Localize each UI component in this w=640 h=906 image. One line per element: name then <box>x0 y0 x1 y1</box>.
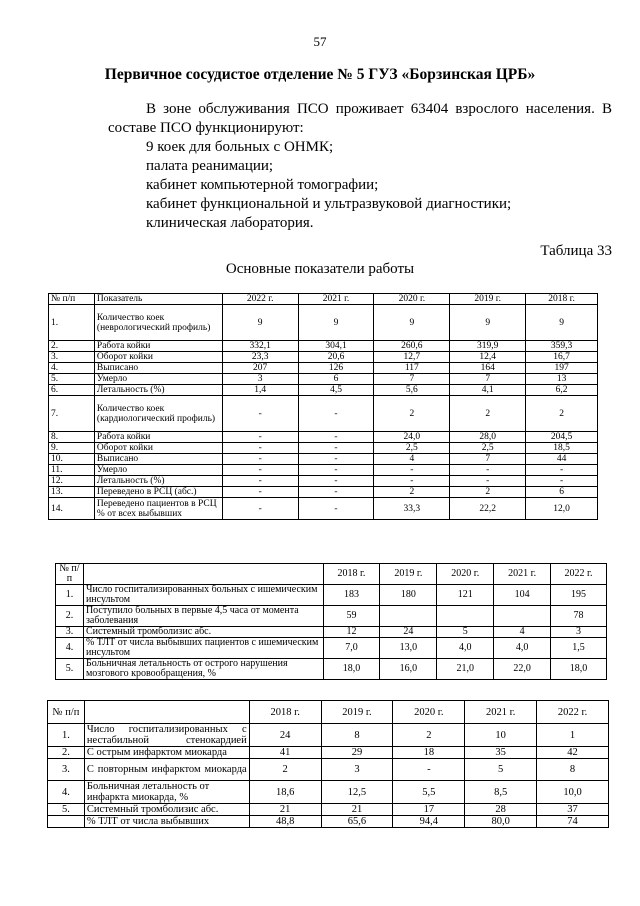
intro-list-item: 9 коек для больных с ОНМК; <box>146 139 334 155</box>
table-row <box>49 374 598 385</box>
table-header-row <box>56 564 607 585</box>
indicator-cell: Больничная летальность от инфаркта миокарда, % <box>84 781 249 804</box>
table-row <box>56 606 607 627</box>
table-row <box>48 724 609 747</box>
value-cell: 1,4 <box>222 385 298 396</box>
value-cell: 5 <box>465 759 537 781</box>
value-cell: 3 <box>551 627 607 638</box>
header-cell: № п/п <box>49 294 95 305</box>
row-number-cell: 11. <box>49 465 95 476</box>
value-cell: 12 <box>323 627 380 638</box>
value-cell: - <box>298 443 374 454</box>
header-cell <box>83 564 323 585</box>
row-number-cell: 3. <box>48 759 85 781</box>
table-row <box>56 627 607 638</box>
header-cell: 2022 г. <box>222 294 298 305</box>
row-number-cell: 3. <box>56 627 84 638</box>
value-cell: - <box>450 465 526 476</box>
value-cell: 9 <box>450 305 526 341</box>
header-cell: 2018 г. <box>249 701 321 724</box>
value-cell: 4 <box>374 454 450 465</box>
table-body <box>49 305 598 520</box>
value-cell: 28,0 <box>450 432 526 443</box>
value-cell: 5,6 <box>374 385 450 396</box>
indicator-cell: Оборот койки <box>94 352 222 363</box>
table-body <box>56 585 607 680</box>
value-cell: 24 <box>249 724 321 747</box>
value-cell: 22,2 <box>450 498 526 520</box>
row-number-cell: 5. <box>49 374 95 385</box>
value-cell: 332,1 <box>222 341 298 352</box>
value-cell: 33,3 <box>374 498 450 520</box>
value-cell: 3 <box>222 374 298 385</box>
value-cell: - <box>298 476 374 487</box>
value-cell: - <box>298 498 374 520</box>
value-cell: 12,4 <box>450 352 526 363</box>
value-cell: - <box>298 454 374 465</box>
value-cell <box>494 606 551 627</box>
header-cell: 2019 г. <box>321 701 393 724</box>
value-cell <box>437 606 494 627</box>
value-cell: 4 <box>494 627 551 638</box>
table-row <box>49 454 598 465</box>
table-row <box>49 396 598 432</box>
value-cell: 12,5 <box>321 781 393 804</box>
value-cell: - <box>222 498 298 520</box>
table-row <box>49 432 598 443</box>
intro-text <box>108 100 612 233</box>
value-cell: 78 <box>551 606 607 627</box>
value-cell: 94,4 <box>393 816 465 828</box>
table-header-row <box>49 294 598 305</box>
indicator-cell: Летальность (%) <box>94 385 222 396</box>
value-cell: 2 <box>374 396 450 432</box>
row-number-cell: 2. <box>56 606 84 627</box>
value-cell: 4,1 <box>450 385 526 396</box>
value-cell: 6 <box>298 374 374 385</box>
header-cell: 2018 г. <box>323 564 380 585</box>
value-cell: 48,8 <box>249 816 321 828</box>
indicator-cell: Выписано <box>94 454 222 465</box>
row-number-cell: 3. <box>49 352 95 363</box>
main-indicators-table <box>48 293 598 520</box>
value-cell: 2,5 <box>450 443 526 454</box>
indicator-cell: Умерло <box>94 465 222 476</box>
value-cell: - <box>298 432 374 443</box>
table-title: Основные показатели работы <box>225 261 415 277</box>
value-cell: 10 <box>465 724 537 747</box>
intro-list-item: клиническая лаборатория. <box>146 215 314 231</box>
header-cell <box>84 701 249 724</box>
row-number-cell <box>48 816 85 828</box>
value-cell: 16,7 <box>526 352 598 363</box>
value-cell: 18,0 <box>323 659 380 680</box>
intro-paragraph: В зоне обслуживания ПСО проживает 63404 взрослого населения. В составе ПСО функционируют: <box>108 101 612 136</box>
table-row <box>49 363 598 374</box>
value-cell: - <box>222 476 298 487</box>
value-cell: 21 <box>249 804 321 816</box>
value-cell: 2 <box>393 724 465 747</box>
value-cell: 117 <box>374 363 450 374</box>
row-number-cell: 1. <box>56 585 84 606</box>
header-cell: 2022 г. <box>537 701 609 724</box>
header-cell: № п/п <box>48 701 85 724</box>
value-cell: 59 <box>323 606 380 627</box>
value-cell <box>380 606 437 627</box>
indicator-cell: Число госпитализированных с нестабильной стенокардией <box>84 724 249 747</box>
value-cell: 7 <box>450 374 526 385</box>
indicator-cell: Оборот койки <box>94 443 222 454</box>
value-cell: 359,3 <box>526 341 598 352</box>
indicator-cell: % ТЛТ от числа выбывших <box>84 816 249 828</box>
value-cell: 13 <box>526 374 598 385</box>
indicator-cell: Умерло <box>94 374 222 385</box>
indicator-cell: Летальность (%) <box>94 476 222 487</box>
table-body <box>48 724 609 828</box>
value-cell: 41 <box>249 747 321 759</box>
value-cell: 9 <box>222 305 298 341</box>
value-cell: - <box>222 487 298 498</box>
value-cell: 5 <box>437 627 494 638</box>
table-row <box>49 487 598 498</box>
value-cell: 121 <box>437 585 494 606</box>
header-cell: 2020 г. <box>374 294 450 305</box>
indicator-cell: Работа койки <box>94 432 222 443</box>
value-cell: - <box>222 454 298 465</box>
row-number-cell: 8. <box>49 432 95 443</box>
value-cell: 10,0 <box>537 781 609 804</box>
value-cell: 20,6 <box>298 352 374 363</box>
value-cell: 319,9 <box>450 341 526 352</box>
table-number: Таблица 33 <box>540 243 612 259</box>
table-header-row <box>48 701 609 724</box>
value-cell: 8 <box>321 724 393 747</box>
indicator-cell: Поступило больных в первые 4,5 часа от момента заболевания <box>83 606 323 627</box>
row-number-cell: 5. <box>48 804 85 816</box>
value-cell: 28 <box>465 804 537 816</box>
value-cell: 24 <box>380 627 437 638</box>
table-row <box>48 804 609 816</box>
value-cell: 260,6 <box>374 341 450 352</box>
value-cell: 7,0 <box>323 638 380 659</box>
indicator-cell: % ТЛТ от числа выбывших пациентов с ишемическим инсультом <box>83 638 323 659</box>
row-number-cell: 4. <box>56 638 84 659</box>
indicator-cell: Переведено пациентов в РСЦ % от всех выбывших <box>94 498 222 520</box>
header-cell: 2021 г. <box>298 294 374 305</box>
row-number-cell: 2. <box>48 747 85 759</box>
row-number-cell: 4. <box>48 781 85 804</box>
table-row <box>56 659 607 680</box>
value-cell: - <box>298 487 374 498</box>
value-cell: 21,0 <box>437 659 494 680</box>
table-row <box>49 443 598 454</box>
value-cell: 180 <box>380 585 437 606</box>
indicator-cell: Системный тромболизис абс. <box>84 804 249 816</box>
value-cell: - <box>222 443 298 454</box>
indicator-cell: С острым инфарктом миокарда <box>84 747 249 759</box>
header-cell: 2021 г. <box>494 564 551 585</box>
row-number-cell: 13. <box>49 487 95 498</box>
value-cell: 1 <box>537 724 609 747</box>
indicator-cell: С повторным инфарктом миокарда <box>84 759 249 781</box>
value-cell: - <box>222 396 298 432</box>
value-cell: 23,3 <box>222 352 298 363</box>
table-row <box>49 465 598 476</box>
header-cell: 2020 г. <box>437 564 494 585</box>
row-number-cell: 12. <box>49 476 95 487</box>
value-cell: - <box>450 476 526 487</box>
value-cell: 183 <box>323 585 380 606</box>
value-cell: - <box>393 759 465 781</box>
value-cell: 1,5 <box>551 638 607 659</box>
value-cell: 7 <box>374 374 450 385</box>
row-number-cell: 4. <box>49 363 95 374</box>
row-number-cell: 1. <box>49 305 95 341</box>
value-cell: 164 <box>450 363 526 374</box>
row-number-cell: 10. <box>49 454 95 465</box>
value-cell: 197 <box>526 363 598 374</box>
indicator-cell: Выписано <box>94 363 222 374</box>
value-cell: - <box>298 465 374 476</box>
value-cell: 37 <box>537 804 609 816</box>
table-row <box>49 352 598 363</box>
row-number-cell: 5. <box>56 659 84 680</box>
value-cell: 9 <box>526 305 598 341</box>
stroke-table <box>55 563 607 680</box>
cardio-table <box>47 700 609 828</box>
value-cell: 12,7 <box>374 352 450 363</box>
value-cell: 29 <box>321 747 393 759</box>
value-cell: 207 <box>222 363 298 374</box>
value-cell: 2,5 <box>374 443 450 454</box>
value-cell: 65,6 <box>321 816 393 828</box>
table-row <box>49 385 598 396</box>
indicator-cell: Системный тромболизис абс. <box>83 627 323 638</box>
value-cell: 80,0 <box>465 816 537 828</box>
value-cell: 3 <box>321 759 393 781</box>
table-row <box>49 476 598 487</box>
table-row <box>48 747 609 759</box>
value-cell: - <box>222 465 298 476</box>
value-cell: 6 <box>526 487 598 498</box>
intro-list-item: кабинет компьютерной томографии; <box>146 177 379 193</box>
value-cell: 35 <box>465 747 537 759</box>
value-cell: 42 <box>537 747 609 759</box>
table-row <box>56 638 607 659</box>
value-cell: - <box>526 465 598 476</box>
value-cell: 17 <box>393 804 465 816</box>
value-cell: 18,6 <box>249 781 321 804</box>
indicator-cell: Количество коек (кардиологический профиль) <box>94 396 222 432</box>
value-cell: - <box>526 476 598 487</box>
section-heading: Первичное сосудистое отделение № 5 ГУЗ «Борзинская ЦРБ» <box>104 66 536 83</box>
row-number-cell: 1. <box>48 724 85 747</box>
header-cell: 2020 г. <box>393 701 465 724</box>
value-cell: 304,1 <box>298 341 374 352</box>
value-cell: 126 <box>298 363 374 374</box>
row-number-cell: 7. <box>49 396 95 432</box>
header-cell: 2021 г. <box>465 701 537 724</box>
value-cell: 18,5 <box>526 443 598 454</box>
value-cell: 195 <box>551 585 607 606</box>
value-cell: 22,0 <box>494 659 551 680</box>
value-cell: 4,0 <box>437 638 494 659</box>
value-cell: 12,0 <box>526 498 598 520</box>
header-cell: 2019 г. <box>450 294 526 305</box>
value-cell: 21 <box>321 804 393 816</box>
value-cell: 9 <box>298 305 374 341</box>
header-cell: 2022 г. <box>551 564 607 585</box>
header-cell: 2018 г. <box>526 294 598 305</box>
row-number-cell: 9. <box>49 443 95 454</box>
value-cell: 6,2 <box>526 385 598 396</box>
indicator-cell: Количество коек (неврологический профиль) <box>94 305 222 341</box>
indicator-cell: Переведено в РСЦ (абс.) <box>94 487 222 498</box>
value-cell: 74 <box>537 816 609 828</box>
table-row <box>48 759 609 781</box>
value-cell: 104 <box>494 585 551 606</box>
header-cell: № п/п <box>56 564 84 585</box>
value-cell: 16,0 <box>380 659 437 680</box>
value-cell: 18,0 <box>551 659 607 680</box>
value-cell: 2 <box>249 759 321 781</box>
value-cell: 24,0 <box>374 432 450 443</box>
value-cell: 8 <box>537 759 609 781</box>
value-cell: 2 <box>450 396 526 432</box>
value-cell: 4,5 <box>298 385 374 396</box>
table-row <box>49 498 598 520</box>
indicator-cell: Больничная летальность от острого нарушения мозгового кровообращения, % <box>83 659 323 680</box>
indicator-cell: Работа койки <box>94 341 222 352</box>
value-cell: - <box>374 476 450 487</box>
value-cell: 7 <box>450 454 526 465</box>
value-cell: 2 <box>450 487 526 498</box>
row-number-cell: 14. <box>49 498 95 520</box>
row-number-cell: 6. <box>49 385 95 396</box>
intro-list-item: кабинет функциональной и ультразвуковой диагностики; <box>146 196 512 212</box>
table-row <box>49 341 598 352</box>
table-row <box>49 305 598 341</box>
value-cell: 2 <box>526 396 598 432</box>
header-cell: Показатель <box>94 294 222 305</box>
value-cell: 4,0 <box>494 638 551 659</box>
page-number: 57 <box>313 34 327 49</box>
row-number-cell: 2. <box>49 341 95 352</box>
value-cell: 204,5 <box>526 432 598 443</box>
value-cell: 5,5 <box>393 781 465 804</box>
value-cell: - <box>222 432 298 443</box>
table-row <box>48 816 609 828</box>
value-cell: 2 <box>374 487 450 498</box>
header-cell: 2019 г. <box>380 564 437 585</box>
value-cell: 13,0 <box>380 638 437 659</box>
value-cell: - <box>298 396 374 432</box>
table-row <box>56 585 607 606</box>
value-cell: 44 <box>526 454 598 465</box>
value-cell: 9 <box>374 305 450 341</box>
intro-list-item: палата реанимации; <box>146 158 274 174</box>
value-cell: 8,5 <box>465 781 537 804</box>
value-cell: - <box>374 465 450 476</box>
value-cell: 18 <box>393 747 465 759</box>
indicator-cell: Число госпитализированных больных с ишемическим инсультом <box>83 585 323 606</box>
table-row <box>48 781 609 804</box>
